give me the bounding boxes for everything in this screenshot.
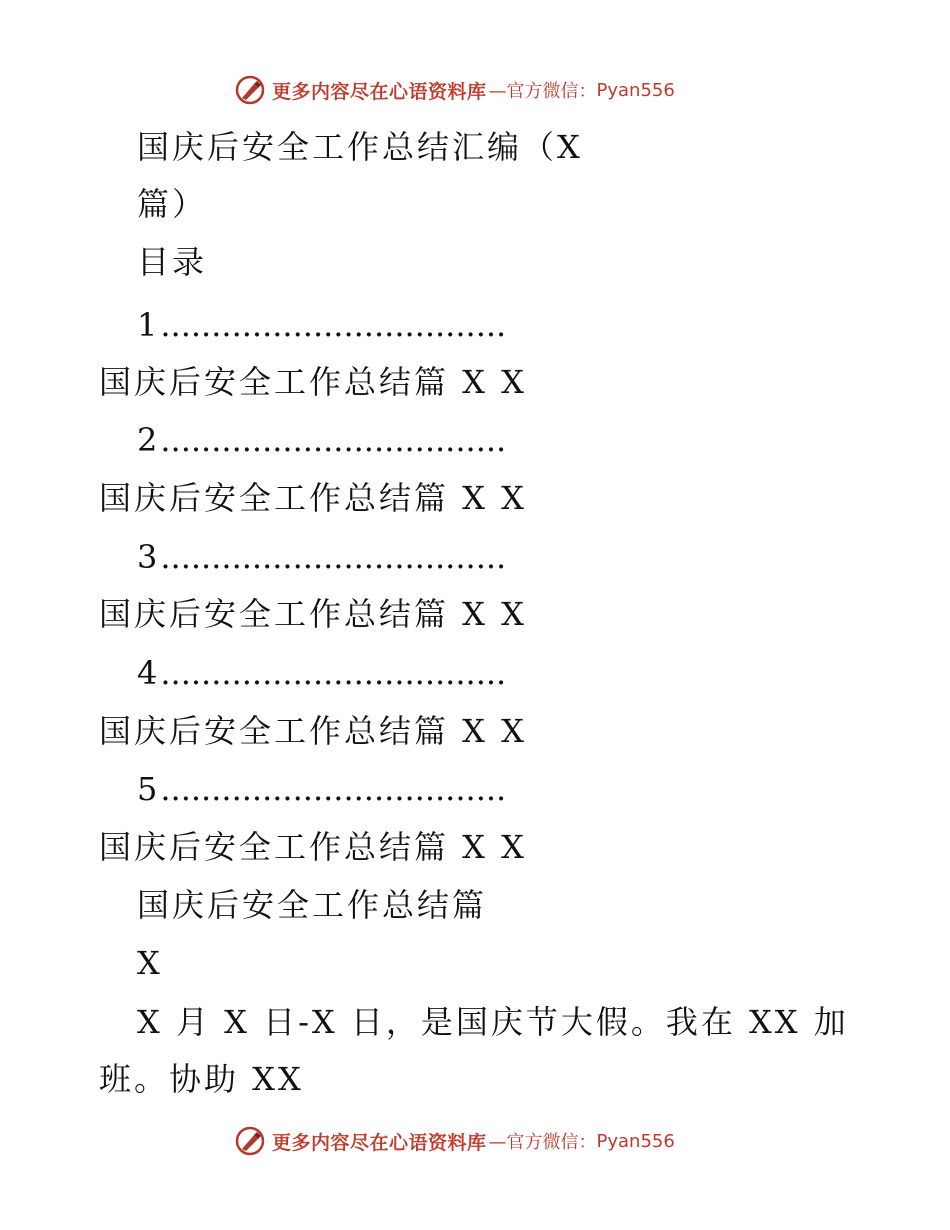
- pen-logo-icon: [234, 1125, 266, 1157]
- watermark-sub-text: —官方微信：: [488, 1132, 597, 1153]
- toc-entry-2-number-row: [137, 420, 506, 460]
- toc-entry-5-label: 国庆后安全工作总结篇 X X: [99, 828, 527, 866]
- toc-heading: 目录: [137, 243, 208, 281]
- toc-entry-3-number-row: [137, 537, 506, 577]
- toc-entry-leader-dots: ..................................: [160, 421, 507, 459]
- doc-title-line2: 篇）: [137, 185, 208, 223]
- toc-entry-leader-dots: ..................................: [160, 306, 507, 344]
- watermark-main-text: 更多内容尽在心语资料库: [272, 1131, 487, 1154]
- watermark-sub-text: —官方微信：: [488, 81, 597, 102]
- toc-entry-number: 1: [137, 306, 161, 344]
- body-paragraph-line1: X 月 X 日-X 日，是国庆节大假。我在 XX 加: [137, 1003, 849, 1041]
- watermark-banner-bottom: [234, 1124, 675, 1158]
- toc-entry-4-number-row: [137, 653, 506, 693]
- doc-title-line1: 国庆后安全工作总结汇编（X: [137, 128, 583, 166]
- toc-entry-leader-dots: ..................................: [160, 538, 507, 576]
- toc-entry-leader-dots: ..................................: [160, 770, 507, 808]
- toc-entry-leader-dots: ..................................: [160, 654, 507, 692]
- toc-entry-1-number-row: [137, 305, 506, 345]
- toc-entry-5-number-row: [137, 769, 506, 809]
- section-number: X: [137, 944, 163, 982]
- watermark-id-text: Pyan556: [596, 79, 675, 101]
- watermark-id-text: Pyan556: [596, 1130, 675, 1152]
- section-title: 国庆后安全工作总结篇: [137, 886, 488, 924]
- body-paragraph-line2: 班。协助 XX: [99, 1060, 304, 1098]
- watermark-main-text: 更多内容尽在心语资料库: [272, 80, 487, 103]
- toc-entry-3-label: 国庆后安全工作总结篇 X X: [99, 595, 527, 633]
- toc-entry-number: 3: [137, 538, 161, 576]
- toc-entry-number: 2: [137, 421, 161, 459]
- toc-entry-number: 4: [137, 654, 161, 692]
- watermark-banner-top: [234, 73, 675, 107]
- pen-logo-icon: [234, 74, 266, 106]
- toc-entry-4-label: 国庆后安全工作总结篇 X X: [99, 712, 527, 750]
- toc-entry-2-label: 国庆后安全工作总结篇 X X: [99, 479, 527, 517]
- toc-entry-1-label: 国庆后安全工作总结篇 X X: [99, 363, 527, 401]
- toc-entry-number: 5: [137, 770, 161, 808]
